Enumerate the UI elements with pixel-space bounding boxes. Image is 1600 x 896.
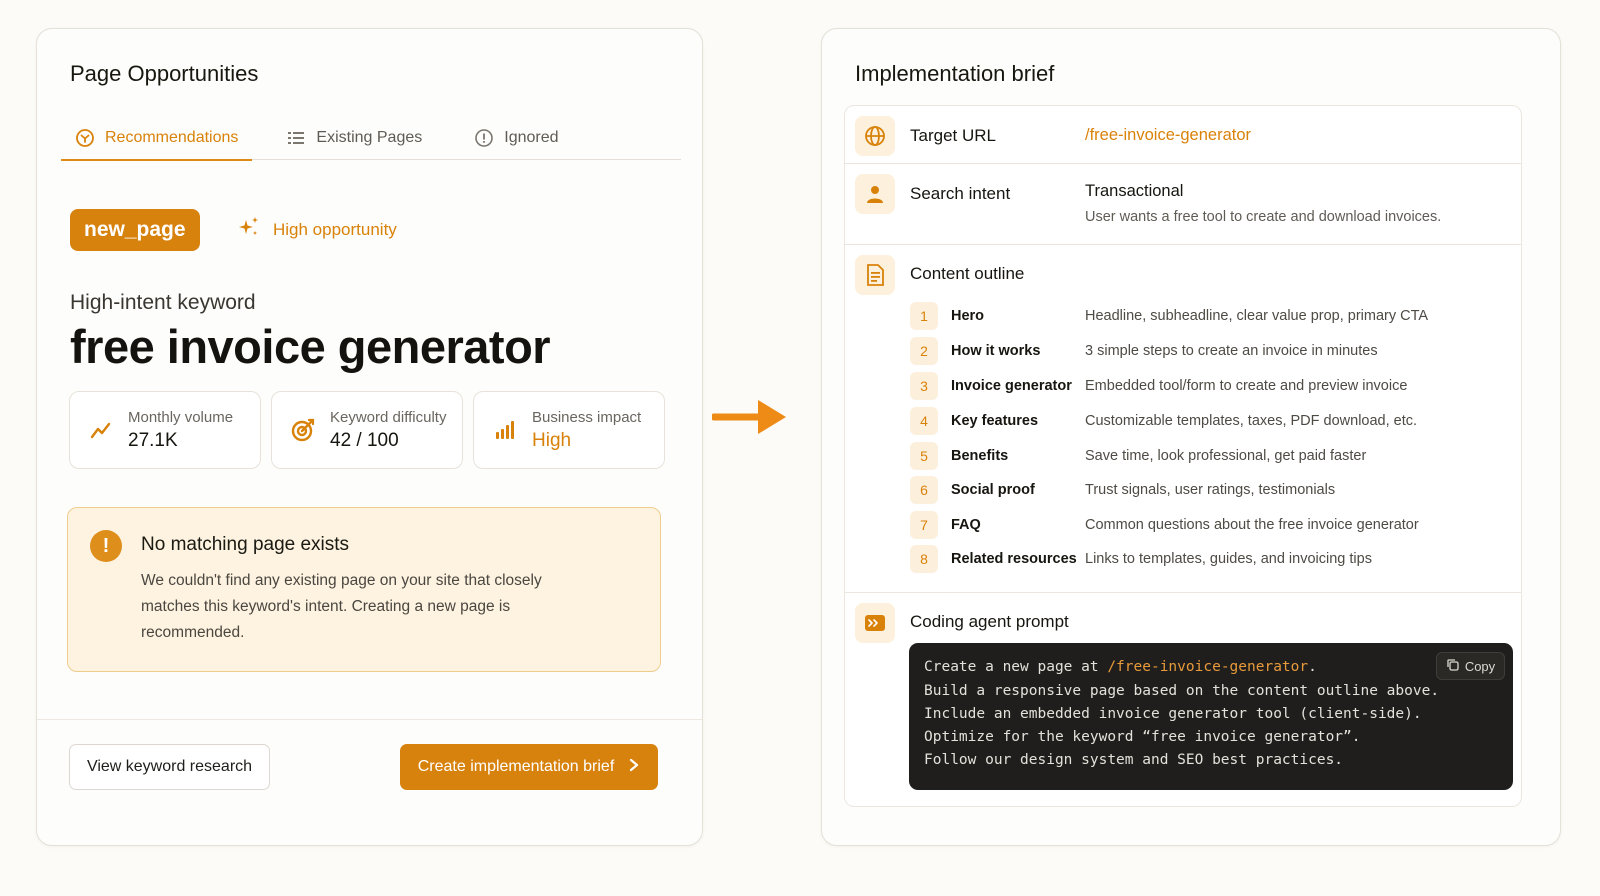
no-match-alert — [67, 507, 661, 672]
coding-agent-prompt-label: Coding agent prompt — [910, 612, 1069, 631]
tab-bar — [61, 115, 681, 160]
outline-item — [910, 511, 1510, 539]
outline-number: 2 — [910, 337, 938, 365]
target-url-link[interactable]: /free-invoice-generator — [1085, 126, 1251, 144]
metric-keyword-difficulty — [271, 391, 463, 469]
outline-number: 5 — [910, 442, 938, 470]
list-icon — [286, 128, 306, 148]
page-type-badge: new_page — [70, 209, 200, 251]
user-icon — [855, 174, 895, 214]
tab-existing-pages[interactable] — [272, 115, 436, 160]
outline-number: 3 — [910, 372, 938, 400]
brief-details — [844, 105, 1522, 807]
outline-name: Invoice generator — [951, 378, 1072, 394]
divider — [37, 719, 702, 720]
outline-description: Customizable templates, taxes, PDF download, etc. — [1085, 413, 1418, 429]
outline-name: Hero — [951, 308, 985, 324]
tab-label: Ignored — [504, 128, 559, 146]
opportunity-indicator — [237, 215, 397, 244]
arrow-right-icon — [712, 396, 788, 445]
button-label: Create implementation brief — [417, 758, 615, 775]
outline-name: Key features — [951, 413, 1039, 429]
code-line: Build a responsive page based on the content outline above. — [924, 683, 1440, 699]
view-keyword-research-button[interactable]: View keyword research — [69, 744, 270, 790]
outline-item — [910, 302, 1510, 330]
divider — [845, 592, 1521, 593]
opportunity-label: High opportunity — [273, 219, 397, 239]
tab-recommendations[interactable] — [61, 115, 252, 160]
metric-value: High — [532, 429, 572, 451]
code-line: Optimize for the keyword “free invoice generator”. — [924, 729, 1361, 745]
sparkle-icon — [237, 215, 261, 244]
outline-number: 7 — [910, 511, 938, 539]
alert-text: We couldn't find any existing page on your site that closely matches this keyword's intent. Creating a new page is recommended. — [141, 572, 542, 641]
chevron-right-icon — [628, 758, 640, 777]
outline-name: FAQ — [951, 517, 981, 533]
search-intent-label: Search intent — [910, 184, 1011, 203]
warning-icon: ! — [90, 530, 122, 562]
document-icon — [855, 255, 895, 295]
content-outline-label: Content outline — [910, 264, 1025, 283]
info-icon — [474, 128, 494, 148]
copy-label: Copy — [1464, 658, 1496, 674]
terminal-icon — [855, 603, 895, 643]
code-line: Follow our design system and SEO best practices. — [924, 752, 1344, 768]
copy-button[interactable] — [1436, 652, 1505, 680]
target-icon — [75, 128, 95, 148]
trend-up-icon — [88, 417, 114, 443]
outline-description: 3 simple steps to create an invoice in minutes — [1085, 343, 1378, 359]
metric-value: 27.1K — [128, 429, 178, 451]
outline-item — [910, 337, 1510, 365]
bar-chart-icon — [492, 417, 518, 443]
outline-number: 1 — [910, 302, 938, 330]
globe-icon — [855, 116, 895, 156]
outline-number: 6 — [910, 476, 938, 504]
create-implementation-brief-button[interactable] — [400, 744, 658, 790]
outline-item — [910, 442, 1510, 470]
tab-ignored[interactable] — [460, 115, 572, 160]
code-text: . — [1308, 659, 1317, 675]
tab-label: Recommendations — [105, 128, 239, 146]
copy-icon — [1446, 658, 1459, 674]
panel-title: Page Opportunities — [70, 61, 259, 86]
outline-description: Save time, look professional, get paid faster — [1085, 448, 1367, 464]
outline-description: Embedded tool/form to create and preview invoice — [1085, 378, 1408, 394]
metric-label: Business impact — [532, 408, 642, 426]
outline-item — [910, 545, 1510, 573]
prompt-code-block[interactable] — [909, 643, 1513, 790]
search-intent-description: User wants a free tool to create and download invoices. — [1085, 209, 1442, 225]
code-line: Include an embedded invoice generator tool (client-side). — [924, 706, 1422, 722]
code-url: /free-invoice-generator — [1107, 659, 1309, 675]
outline-description: Links to templates, guides, and invoicing tips — [1085, 551, 1372, 567]
outline-description: Headline, subheadline, clear value prop, primary CTA — [1085, 308, 1429, 324]
search-intent-value: Transactional — [1085, 182, 1184, 200]
outline-name: How it works — [951, 343, 1041, 359]
panel-title: Implementation brief — [855, 61, 1055, 86]
code-text: Create a new page at — [924, 659, 1108, 675]
implementation-brief-panel — [821, 28, 1561, 846]
outline-name: Benefits — [951, 448, 1009, 464]
outline-item — [910, 372, 1510, 400]
metric-label: Monthly volume — [128, 408, 234, 426]
outline-item — [910, 407, 1510, 435]
metric-value: 42 / 100 — [330, 429, 399, 451]
metrics-row — [69, 391, 665, 469]
code-line — [924, 659, 1317, 675]
outline-number: 4 — [910, 407, 938, 435]
tab-label: Existing Pages — [316, 128, 423, 146]
metric-business-impact — [473, 391, 665, 469]
metric-label: Keyword difficulty — [330, 408, 447, 426]
metric-monthly-volume — [69, 391, 261, 469]
outline-name: Social proof — [951, 482, 1035, 498]
alert-title: No matching page exists — [141, 534, 350, 555]
divider — [845, 163, 1521, 164]
outline-name: Related resources — [951, 551, 1077, 567]
page-opportunities-panel — [36, 28, 703, 846]
keyword-title: free invoice generator — [70, 320, 551, 373]
target-url-label: Target URL — [910, 126, 996, 145]
outline-number: 8 — [910, 545, 938, 573]
target-difficulty-icon — [290, 417, 316, 443]
divider — [845, 244, 1521, 245]
outline-item — [910, 476, 1510, 504]
outline-description: Trust signals, user ratings, testimonials — [1085, 482, 1336, 498]
outline-description: Common questions about the free invoice generator — [1085, 517, 1419, 533]
keyword-label: High-intent keyword — [70, 291, 256, 314]
